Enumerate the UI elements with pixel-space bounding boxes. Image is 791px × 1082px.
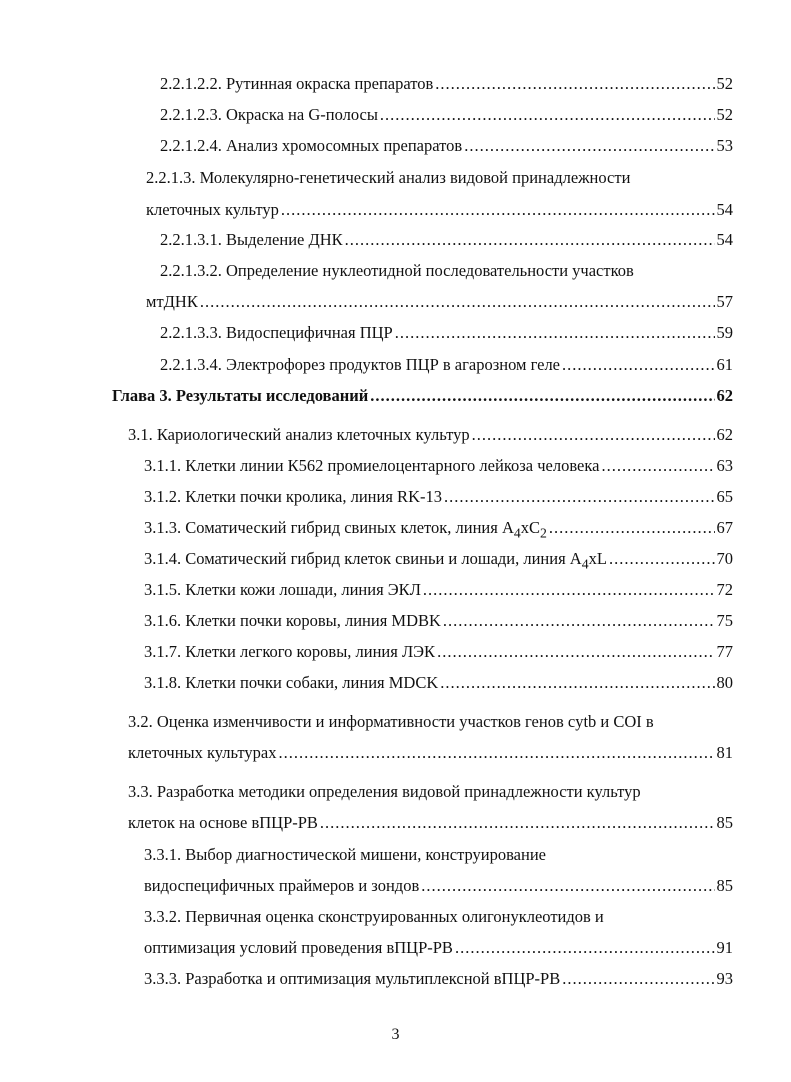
toc-entry-page: 52	[716, 105, 733, 124]
toc-entry-page: 80	[716, 673, 733, 692]
leader-dots	[435, 74, 714, 94]
toc-entry-page: 67	[716, 518, 733, 537]
entry-text: хС	[520, 518, 541, 537]
toc-entry-page: 72	[716, 580, 733, 599]
toc-entry-title: Глава 3. Результаты исследований	[112, 386, 369, 405]
subscript: 4	[581, 556, 589, 572]
toc-entry-first-line: 2.2.1.3. Молекулярно-генетический анализ видовой принадлежности	[146, 168, 631, 187]
toc-entry-page: 81	[716, 743, 733, 762]
toc-entry-title: 3.1. Кариологический анализ клеточных культур	[128, 425, 470, 444]
toc-entry-title: 2.2.1.2.3. Окраска на G-полосы	[160, 105, 378, 124]
toc-entry-title: оптимизация условий проведения вПЦР-РВ	[144, 938, 453, 957]
leader-dots	[278, 743, 714, 763]
toc-entry-page: 93	[716, 969, 733, 988]
leader-dots	[320, 813, 715, 833]
toc-entry	[146, 292, 733, 312]
leader-dots	[395, 323, 715, 343]
leader-dots	[455, 938, 715, 958]
toc-entry	[144, 580, 733, 600]
toc-entry-page: 62	[716, 425, 733, 444]
toc-entry-page: 54	[716, 230, 733, 249]
toc-entry-title: 2.2.1.2.4. Анализ хромосомных препаратов	[160, 136, 463, 155]
toc-entry-page: 52	[716, 74, 733, 93]
toc-entry-page: 77	[716, 642, 733, 661]
leader-dots	[601, 456, 714, 476]
toc-entry	[160, 136, 733, 156]
toc-entry-first-line: 3.2. Оценка изменчивости и информативности участков генов cytb и COI в	[128, 712, 654, 731]
leader-dots	[370, 386, 714, 406]
toc-entry-title: 3.1.8. Клетки почки собаки, линия MDCK	[144, 673, 439, 692]
leader-dots	[380, 105, 715, 125]
leader-dots	[562, 969, 714, 989]
toc-entry	[144, 518, 733, 543]
toc-entry-first-line: 3.3.2. Первичная оценка сконструированных олигонуклеотидов и	[144, 907, 604, 926]
toc-entry-title: 2.2.1.2.2. Рутинная окраска препаратов	[160, 74, 434, 93]
toc-entry-title	[144, 518, 547, 543]
toc-entry-title: видоспецифичных праймеров и зондов	[144, 876, 420, 895]
toc-entry	[144, 611, 733, 631]
leader-dots	[443, 611, 715, 631]
toc-entry-page: 57	[716, 292, 733, 311]
page-number: 3	[391, 1026, 400, 1043]
toc-entry-title: 3.1.6. Клетки почки коровы, линия MDBK	[144, 611, 441, 630]
leader-dots	[423, 580, 715, 600]
leader-dots	[464, 136, 714, 156]
toc-entry-title: 3.1.7. Клетки легкого коровы, линия ЛЭК	[144, 642, 436, 661]
toc-entry-page: 61	[716, 355, 733, 374]
toc-entry-title: 3.1.1. Клетки линии К562 промиелоцентарного лейкоза человека	[144, 456, 600, 475]
toc-entry	[144, 456, 733, 476]
toc-entry-first-line: 3.3. Разработка методики определения видовой принадлежности культур	[128, 782, 641, 801]
toc-entry-title	[144, 549, 607, 574]
leader-dots	[345, 230, 715, 250]
toc-entry	[160, 230, 733, 250]
subscript: 2	[540, 525, 547, 541]
toc-entry-title: клеток на основе вПЦР-РВ	[128, 813, 318, 832]
toc-entry	[160, 323, 733, 343]
toc-entry-title: мтДНК	[146, 292, 198, 311]
toc-entry-page: 70	[716, 549, 733, 568]
subscript: 4	[513, 525, 521, 541]
toc-entry-page: 91	[716, 938, 733, 957]
toc-entry	[144, 642, 733, 662]
toc-entry	[160, 105, 733, 125]
toc-entry-title: 3.3.3. Разработка и оптимизация мультиплексной вПЦР-РВ	[144, 969, 561, 988]
leader-dots	[549, 518, 715, 538]
toc-entry	[160, 74, 733, 94]
toc-entry-page: 75	[716, 611, 733, 630]
toc-entry	[144, 876, 733, 896]
leader-dots	[444, 487, 715, 507]
leader-dots	[421, 876, 714, 896]
leader-dots	[562, 355, 714, 375]
toc-entry-first-line: 2.2.1.3.2. Определение нуклеотидной последовательности участков	[160, 261, 634, 280]
toc-entry-first-line: 3.3.1. Выбор диагностической мишени, конструирование	[144, 845, 546, 864]
leader-dots	[609, 549, 715, 569]
leader-dots	[281, 200, 715, 220]
leader-dots	[437, 642, 714, 662]
toc-entry-title: 2.2.1.3.4. Электрофорез продуктов ПЦР в агарозном геле	[160, 355, 561, 374]
entry-text: 3.1.4. Соматический гибрид клеток свиньи и лошади, линия А	[144, 549, 582, 568]
toc-entry-page: 85	[716, 876, 733, 895]
toc-entry-page: 65	[716, 487, 733, 506]
toc-entry	[128, 813, 733, 833]
toc-entry	[146, 200, 733, 220]
toc-entry	[128, 743, 733, 763]
toc-entry	[128, 425, 733, 445]
toc-entry-title: клеточных культур	[146, 200, 279, 219]
toc-entry-page: 54	[716, 200, 733, 219]
toc-entry-title: 3.1.5. Клетки кожи лошади, линия ЭКЛ	[144, 580, 421, 599]
toc-entry-page: 85	[716, 813, 733, 832]
leader-dots	[472, 425, 715, 445]
toc-entry	[144, 487, 733, 507]
toc-entry-title: 2.2.1.3.3. Видоспецифичная ПЦР	[160, 323, 393, 342]
toc-entry-title: 3.1.2. Клетки почки кролика, линия RK-13	[144, 487, 442, 506]
entry-text: 3.1.3. Соматический гибрид свиных клеток, линия А	[144, 518, 514, 537]
toc-chapter-entry	[112, 386, 733, 406]
toc-entry-page: 53	[716, 136, 733, 155]
leader-dots	[200, 292, 715, 312]
toc-entry	[160, 355, 733, 375]
toc-entry-title: клеточных культурах	[128, 743, 277, 762]
toc-entry-page: 59	[716, 323, 733, 342]
toc-entry	[144, 969, 733, 989]
toc-entry-page: 62	[716, 386, 733, 405]
toc-entry-title: 2.2.1.3.1. Выделение ДНК	[160, 230, 343, 249]
toc-entry-page: 63	[716, 456, 733, 475]
toc-entry	[144, 549, 733, 574]
toc-entry	[144, 938, 733, 958]
entry-text: хL	[588, 549, 607, 568]
toc-entry	[144, 673, 733, 693]
leader-dots	[440, 673, 714, 693]
